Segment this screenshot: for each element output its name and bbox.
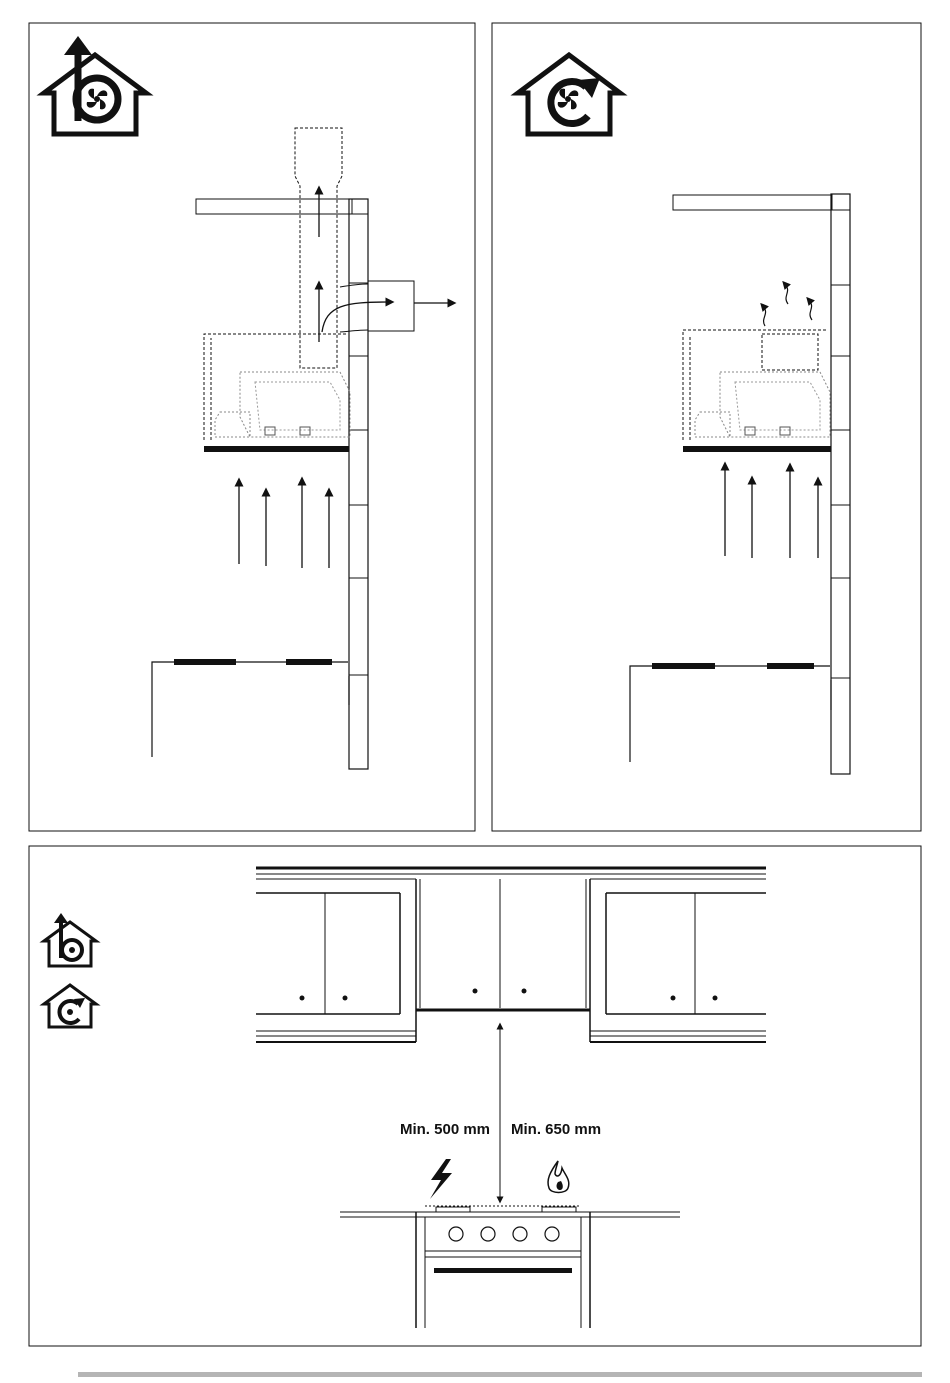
flame-icon [548, 1161, 569, 1193]
footer-bar [78, 1372, 922, 1377]
upper-cabinet-left [256, 879, 416, 1042]
clearance-panel [29, 846, 921, 1346]
upper-cabinet-right [590, 879, 766, 1042]
recirculation-panel [492, 23, 921, 831]
wall [831, 194, 850, 774]
ducted-mode-icon [44, 36, 146, 134]
cooker [340, 1207, 680, 1328]
lightning-icon [430, 1159, 452, 1199]
min-gas-label: Min. 650 mm [511, 1121, 602, 1138]
min-electric-label: Min. 500 mm [399, 1121, 490, 1138]
ducted-mode-small-icon [44, 913, 96, 966]
ducted-panel [29, 23, 475, 831]
upper-cabinet-middle [416, 879, 590, 1010]
recirculation-mode-small-icon [44, 985, 96, 1027]
recirculation-mode-icon [518, 55, 620, 134]
